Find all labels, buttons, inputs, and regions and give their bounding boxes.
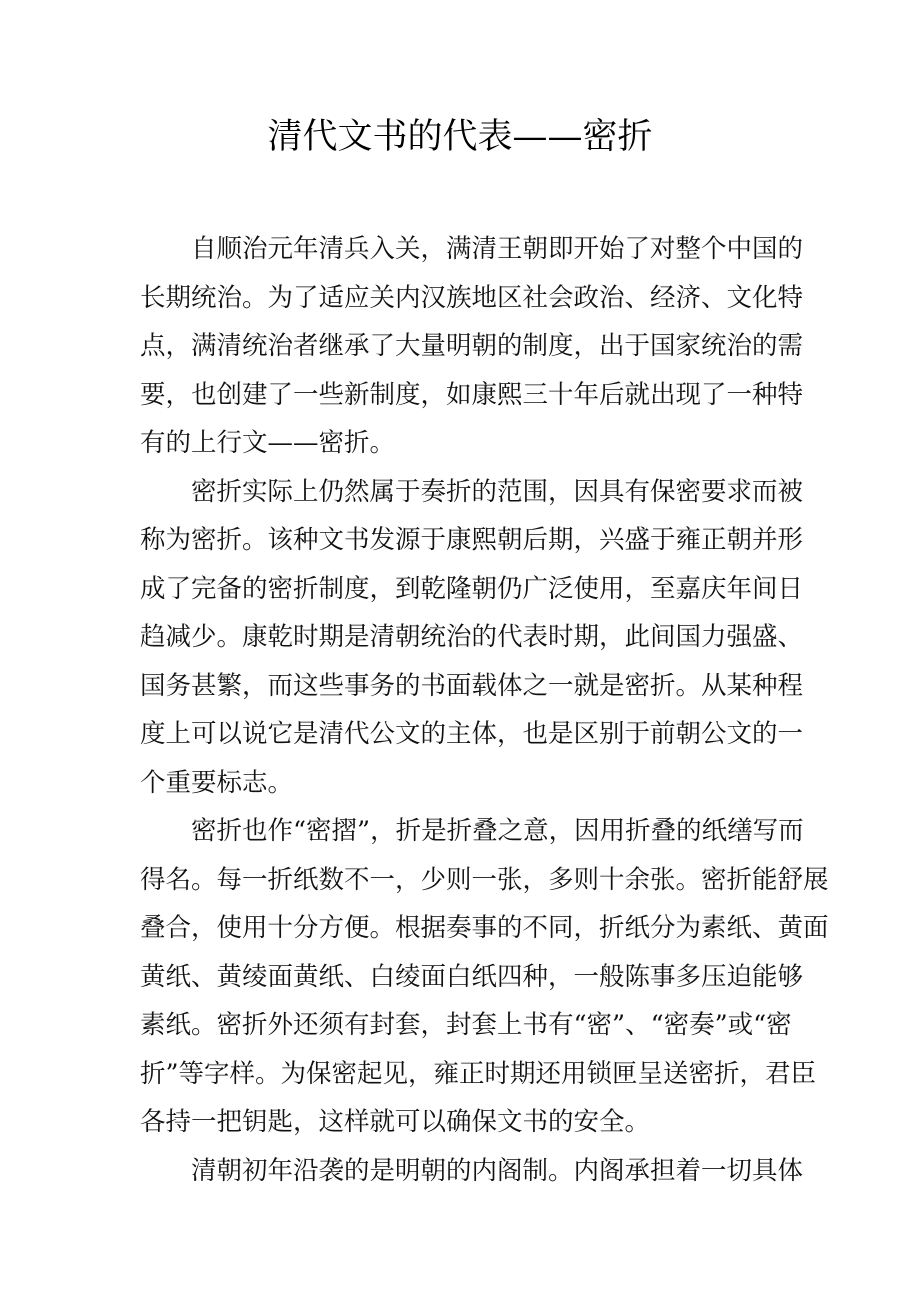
- text-line: 国务甚繁，而这些事务的书面载体之一就是密折。从某种程: [140, 670, 804, 701]
- text-line: 素纸。密折外还须有封套，封套上书有“密”、“密奏”或“密: [140, 1010, 792, 1040]
- document-title: 清代文书的代表——密折: [267, 117, 653, 157]
- paragraph-3: [140, 807, 829, 1147]
- text-line: 要，也创建了一些新制度，如康熙三十年后就出现了一种特: [140, 379, 804, 410]
- paragraph-4: [140, 1147, 804, 1196]
- text-line: 点，满清统治者继承了大量明朝的制度，出于国家统治的需: [140, 331, 804, 361]
- text-line: 密折也作“密摺”，折是折叠之意，因用折叠的纸缮写而: [191, 816, 804, 846]
- text-line: 得名。每一折纸数不一，少则一张，多则十余张。密折能舒展: [140, 864, 829, 895]
- text-line: 黄纸、黄绫面黄纸、白绫面白纸四种，一般陈事多压迫能够: [140, 961, 804, 992]
- text-line: 自顺治元年清兵入关，满清王朝即开始了对整个中国的: [191, 234, 804, 264]
- text-line: 长期统治。为了适应关内汉族地区社会政治、经济、文化特: [140, 282, 804, 313]
- text-line: 有的上行文——密折。: [140, 428, 396, 458]
- paragraph-2: [140, 468, 804, 808]
- text-line: 成了完备的密折制度，到乾隆朝仍广泛使用，至嘉庆年间日: [140, 573, 804, 604]
- text-line: 清朝初年沿袭的是明朝的内阁制。内阁承担着一切具体: [191, 1155, 804, 1186]
- text-line: 称为密折。该种文书发源于康熙朝后期，兴盛于雍正朝并形: [140, 525, 804, 555]
- text-line: 各持一把钥匙，这样就可以确保文书的安全。: [140, 1107, 651, 1137]
- paragraph-1: [140, 225, 804, 468]
- text-line: 趋减少。康乾时期是清朝统治的代表时期，此间国力强盛、: [140, 622, 804, 652]
- text-line: 度上可以说它是清代公文的主体，也是区别于前朝公文的一: [140, 719, 804, 749]
- text-line: 折”等字样。为保密起见，雍正时期还用锁匣呈送密折，君臣: [140, 1058, 817, 1089]
- text-line: 个重要标志。: [140, 767, 294, 798]
- text-line: 密折实际上仍然属于奏折的范围，因具有保密要求而被: [191, 476, 804, 507]
- document-body: [140, 225, 829, 1195]
- text-line: 叠合，使用十分方便。根据奏事的不同，折纸分为素纸、黄面: [140, 913, 829, 943]
